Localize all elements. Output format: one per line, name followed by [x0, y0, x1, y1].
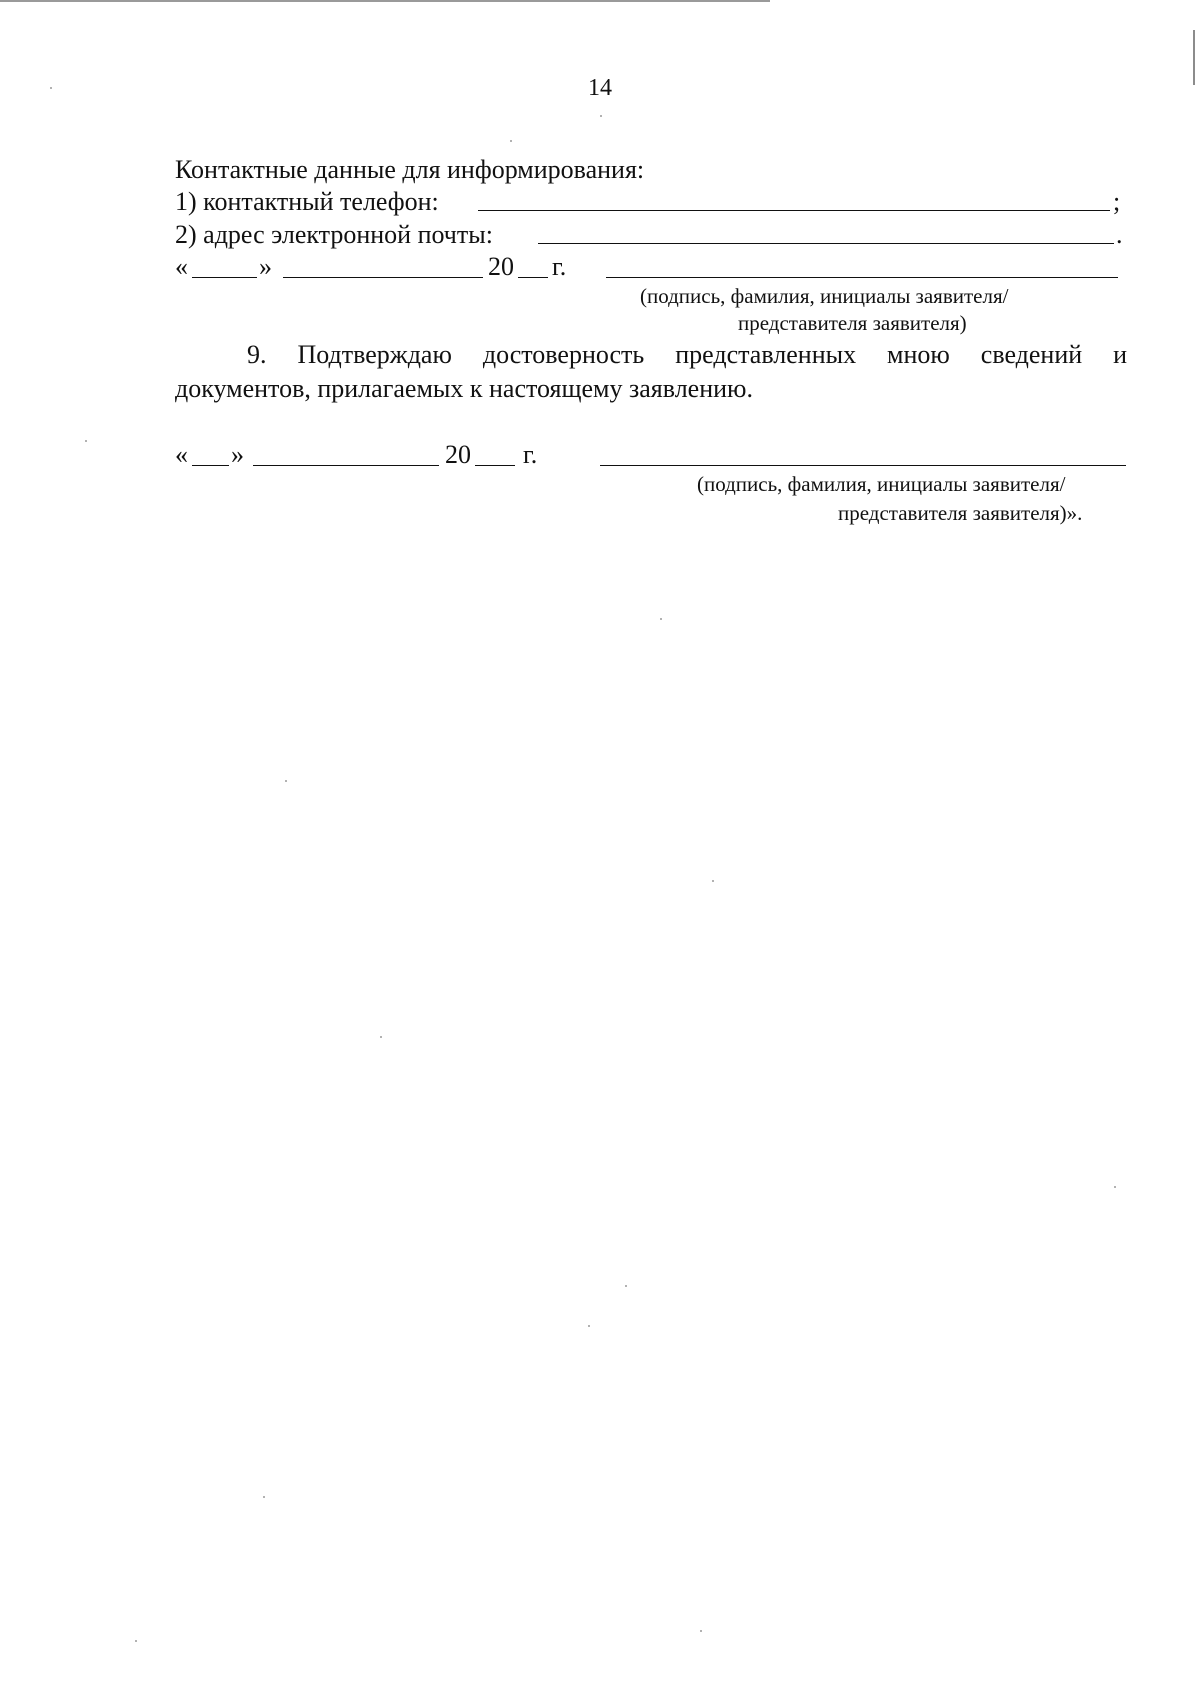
month-field-line[interactable]	[253, 465, 439, 466]
scan-speck	[700, 1630, 702, 1632]
scan-speck	[510, 140, 512, 142]
item-9-line1	[175, 340, 1127, 370]
signature-caption-line2: представителя заявителя)	[738, 311, 967, 335]
email-field-line[interactable]	[538, 243, 1114, 244]
day-field-line[interactable]	[192, 277, 257, 278]
scan-speck	[660, 618, 662, 620]
item-9-line2: документов, прилагаемых к настоящему заявлению.	[175, 374, 753, 403]
scan-speck	[712, 880, 714, 882]
scan-top-edge	[0, 0, 770, 2]
contacts-heading: Контактные данные для информирования:	[175, 155, 645, 184]
scan-right-edge	[1193, 30, 1195, 85]
date-close-quote: »	[231, 440, 244, 469]
scan-speck	[1114, 1186, 1116, 1188]
item-9-word: представленных	[675, 340, 857, 369]
date-open-quote: «	[175, 440, 188, 469]
year-field-line[interactable]	[475, 465, 515, 466]
signature-caption-line2: представителя заявителя)».	[838, 501, 1083, 525]
phone-field-line[interactable]	[478, 210, 1110, 211]
scan-speck	[50, 87, 52, 89]
scan-speck	[285, 780, 287, 782]
scan-speck	[380, 1036, 382, 1038]
signature-field-line[interactable]	[606, 277, 1118, 278]
email-label: 2) адрес электронной почты:	[175, 220, 493, 249]
day-field-line[interactable]	[192, 465, 229, 466]
item-9-word: сведений	[980, 340, 1083, 369]
year-suffix: г.	[552, 252, 567, 281]
item-9-word: достоверность	[482, 340, 645, 369]
scan-speck	[263, 1496, 265, 1498]
scan-speck	[625, 1285, 627, 1287]
month-field-line[interactable]	[283, 277, 483, 278]
item-9-word: Подтверждаю	[297, 340, 452, 369]
signature-caption-line1: (подпись, фамилия, инициалы заявителя/	[640, 284, 1009, 308]
page-number: 14	[588, 75, 612, 101]
year-prefix: 20	[445, 440, 471, 469]
scan-speck	[85, 440, 87, 442]
email-end-mark: .	[1116, 220, 1123, 249]
year-suffix: г.	[523, 440, 538, 469]
phone-end-mark: ;	[1113, 187, 1121, 216]
scan-speck	[600, 115, 602, 117]
signature-field-line[interactable]	[600, 465, 1126, 466]
signature-caption-line1: (подпись, фамилия, инициалы заявителя/	[697, 472, 1066, 496]
year-prefix: 20	[488, 252, 514, 281]
year-field-line[interactable]	[518, 277, 548, 278]
item-9-word: и	[1113, 340, 1128, 369]
item-9-word: мною	[887, 340, 950, 369]
scan-speck	[135, 1640, 137, 1642]
date-close-quote: »	[259, 252, 272, 281]
phone-label: 1) контактный телефон:	[175, 187, 439, 216]
date-open-quote: «	[175, 252, 188, 281]
item-9-number: 9.	[247, 340, 267, 369]
scan-speck	[588, 1325, 590, 1327]
